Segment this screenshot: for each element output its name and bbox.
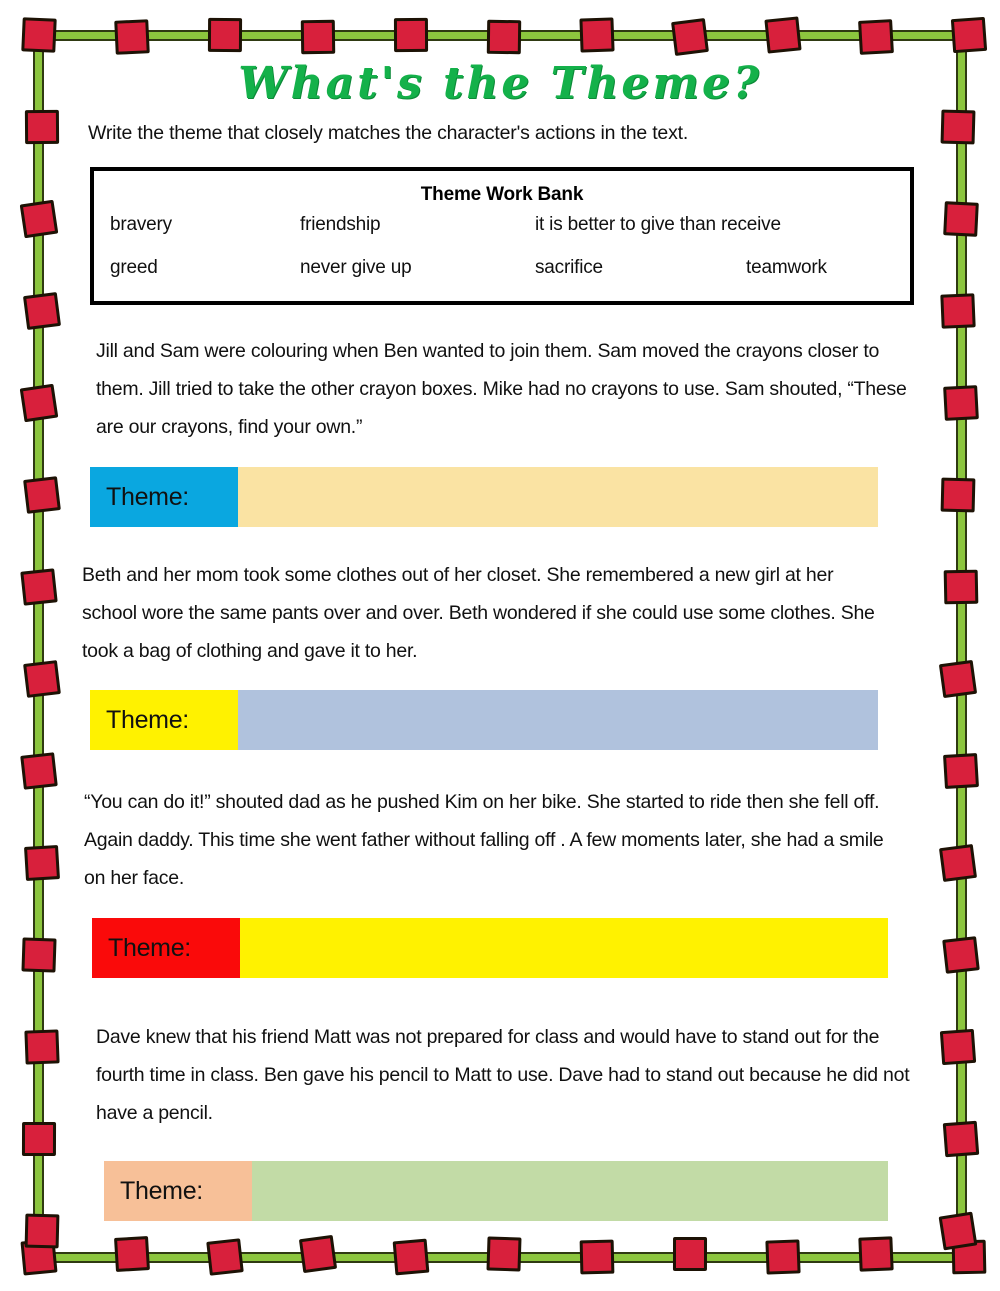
theme-answer-bar[interactable]	[90, 467, 878, 527]
border-square	[943, 753, 979, 789]
theme-answer-field[interactable]	[252, 1161, 888, 1221]
border-square	[580, 1240, 615, 1275]
instructions-text: Write the theme that closely matches the character's actions in the text.	[88, 122, 689, 144]
word-bank-term: teamwork	[746, 257, 827, 278]
border-square	[673, 1237, 707, 1271]
border-square	[21, 937, 56, 972]
ribbon-bottom	[30, 1252, 970, 1263]
border-square	[940, 1029, 976, 1065]
border-square	[23, 292, 61, 330]
border-square	[952, 1240, 987, 1275]
border-square	[24, 1029, 59, 1064]
word-bank-term: greed	[110, 257, 158, 278]
passage-text: Dave knew that his friend Matt was not prepared for class and would have to stand out for the fourth time in class. Ben gave his pencil to Matt to use. Dave had to stand out because he did not have a pencil.	[96, 1026, 910, 1124]
theme-label: Theme:	[104, 1161, 252, 1221]
border-square	[25, 110, 59, 144]
border-square	[943, 385, 979, 421]
border-square	[939, 844, 977, 882]
border-square	[393, 1239, 430, 1276]
theme-answer-field[interactable]	[238, 467, 878, 527]
word-bank-heading: Theme Work Bank	[420, 184, 584, 205]
border-square	[23, 660, 61, 698]
border-square	[941, 478, 976, 513]
border-square	[943, 1121, 979, 1157]
border-square	[942, 936, 980, 974]
passage-text: Beth and her mom took some clothes out of her closet. She remembered a new girl at her school wore the same pants over and over. Beth wondered if she could use some clothes. She took a bag of clothing and gave it to her.	[82, 564, 875, 662]
word-bank-term: bravery	[110, 214, 172, 235]
border-square	[858, 1236, 893, 1271]
word-bank-term: sacrifice	[535, 257, 603, 278]
theme-label: Theme:	[90, 467, 238, 527]
passage-text: “You can do it!” shouted dad as he pushed Kim on her bike. She started to ride then she fell off. Again daddy. This time she went father without falling off . A few moments later, she had a smile on her face.	[84, 791, 884, 889]
border-square	[765, 1239, 800, 1274]
border-square	[20, 200, 59, 239]
ribbon-left	[33, 30, 44, 1263]
passage-text: Jill and Sam were colouring when Ben wanted to join them. Sam moved the crayons closer to them. Jill tried to take the other crayon boxes. Mike had no crayons to use. Sam shouted, “These are our crayons, find your own.”	[96, 340, 907, 438]
border-square	[939, 1212, 978, 1251]
border-square	[23, 476, 61, 514]
theme-answer-bar[interactable]	[90, 690, 878, 750]
page-title: What's the Theme?	[238, 58, 762, 109]
ribbon-right	[956, 30, 967, 1263]
border-square	[206, 1238, 244, 1276]
border-square	[114, 1236, 150, 1272]
border-square	[299, 1235, 337, 1273]
border-square	[20, 384, 59, 423]
theme-label: Theme:	[90, 690, 238, 750]
word-bank-row-2	[94, 253, 910, 300]
border-square	[939, 660, 977, 698]
border-square	[22, 1122, 56, 1156]
theme-answer-field[interactable]	[240, 918, 888, 978]
border-square	[20, 752, 58, 790]
border-square	[943, 201, 979, 237]
border-square	[20, 568, 57, 605]
theme-answer-bar[interactable]	[104, 1161, 888, 1221]
border-square	[25, 1214, 60, 1249]
word-bank-term: it is better to give than receive	[535, 214, 781, 235]
border-square	[940, 293, 975, 328]
border-square	[20, 1238, 57, 1275]
border-square	[941, 110, 976, 145]
theme-label: Theme:	[92, 918, 240, 978]
border-square	[944, 570, 979, 605]
word-bank-term: friendship	[300, 214, 381, 235]
word-bank-term: never give up	[300, 257, 412, 278]
theme-word-bank	[90, 167, 914, 305]
theme-answer-bar[interactable]	[92, 918, 888, 978]
word-bank-row-1	[94, 206, 910, 253]
border-square	[24, 845, 60, 881]
theme-answer-field[interactable]	[238, 690, 878, 750]
border-square	[486, 1236, 521, 1271]
